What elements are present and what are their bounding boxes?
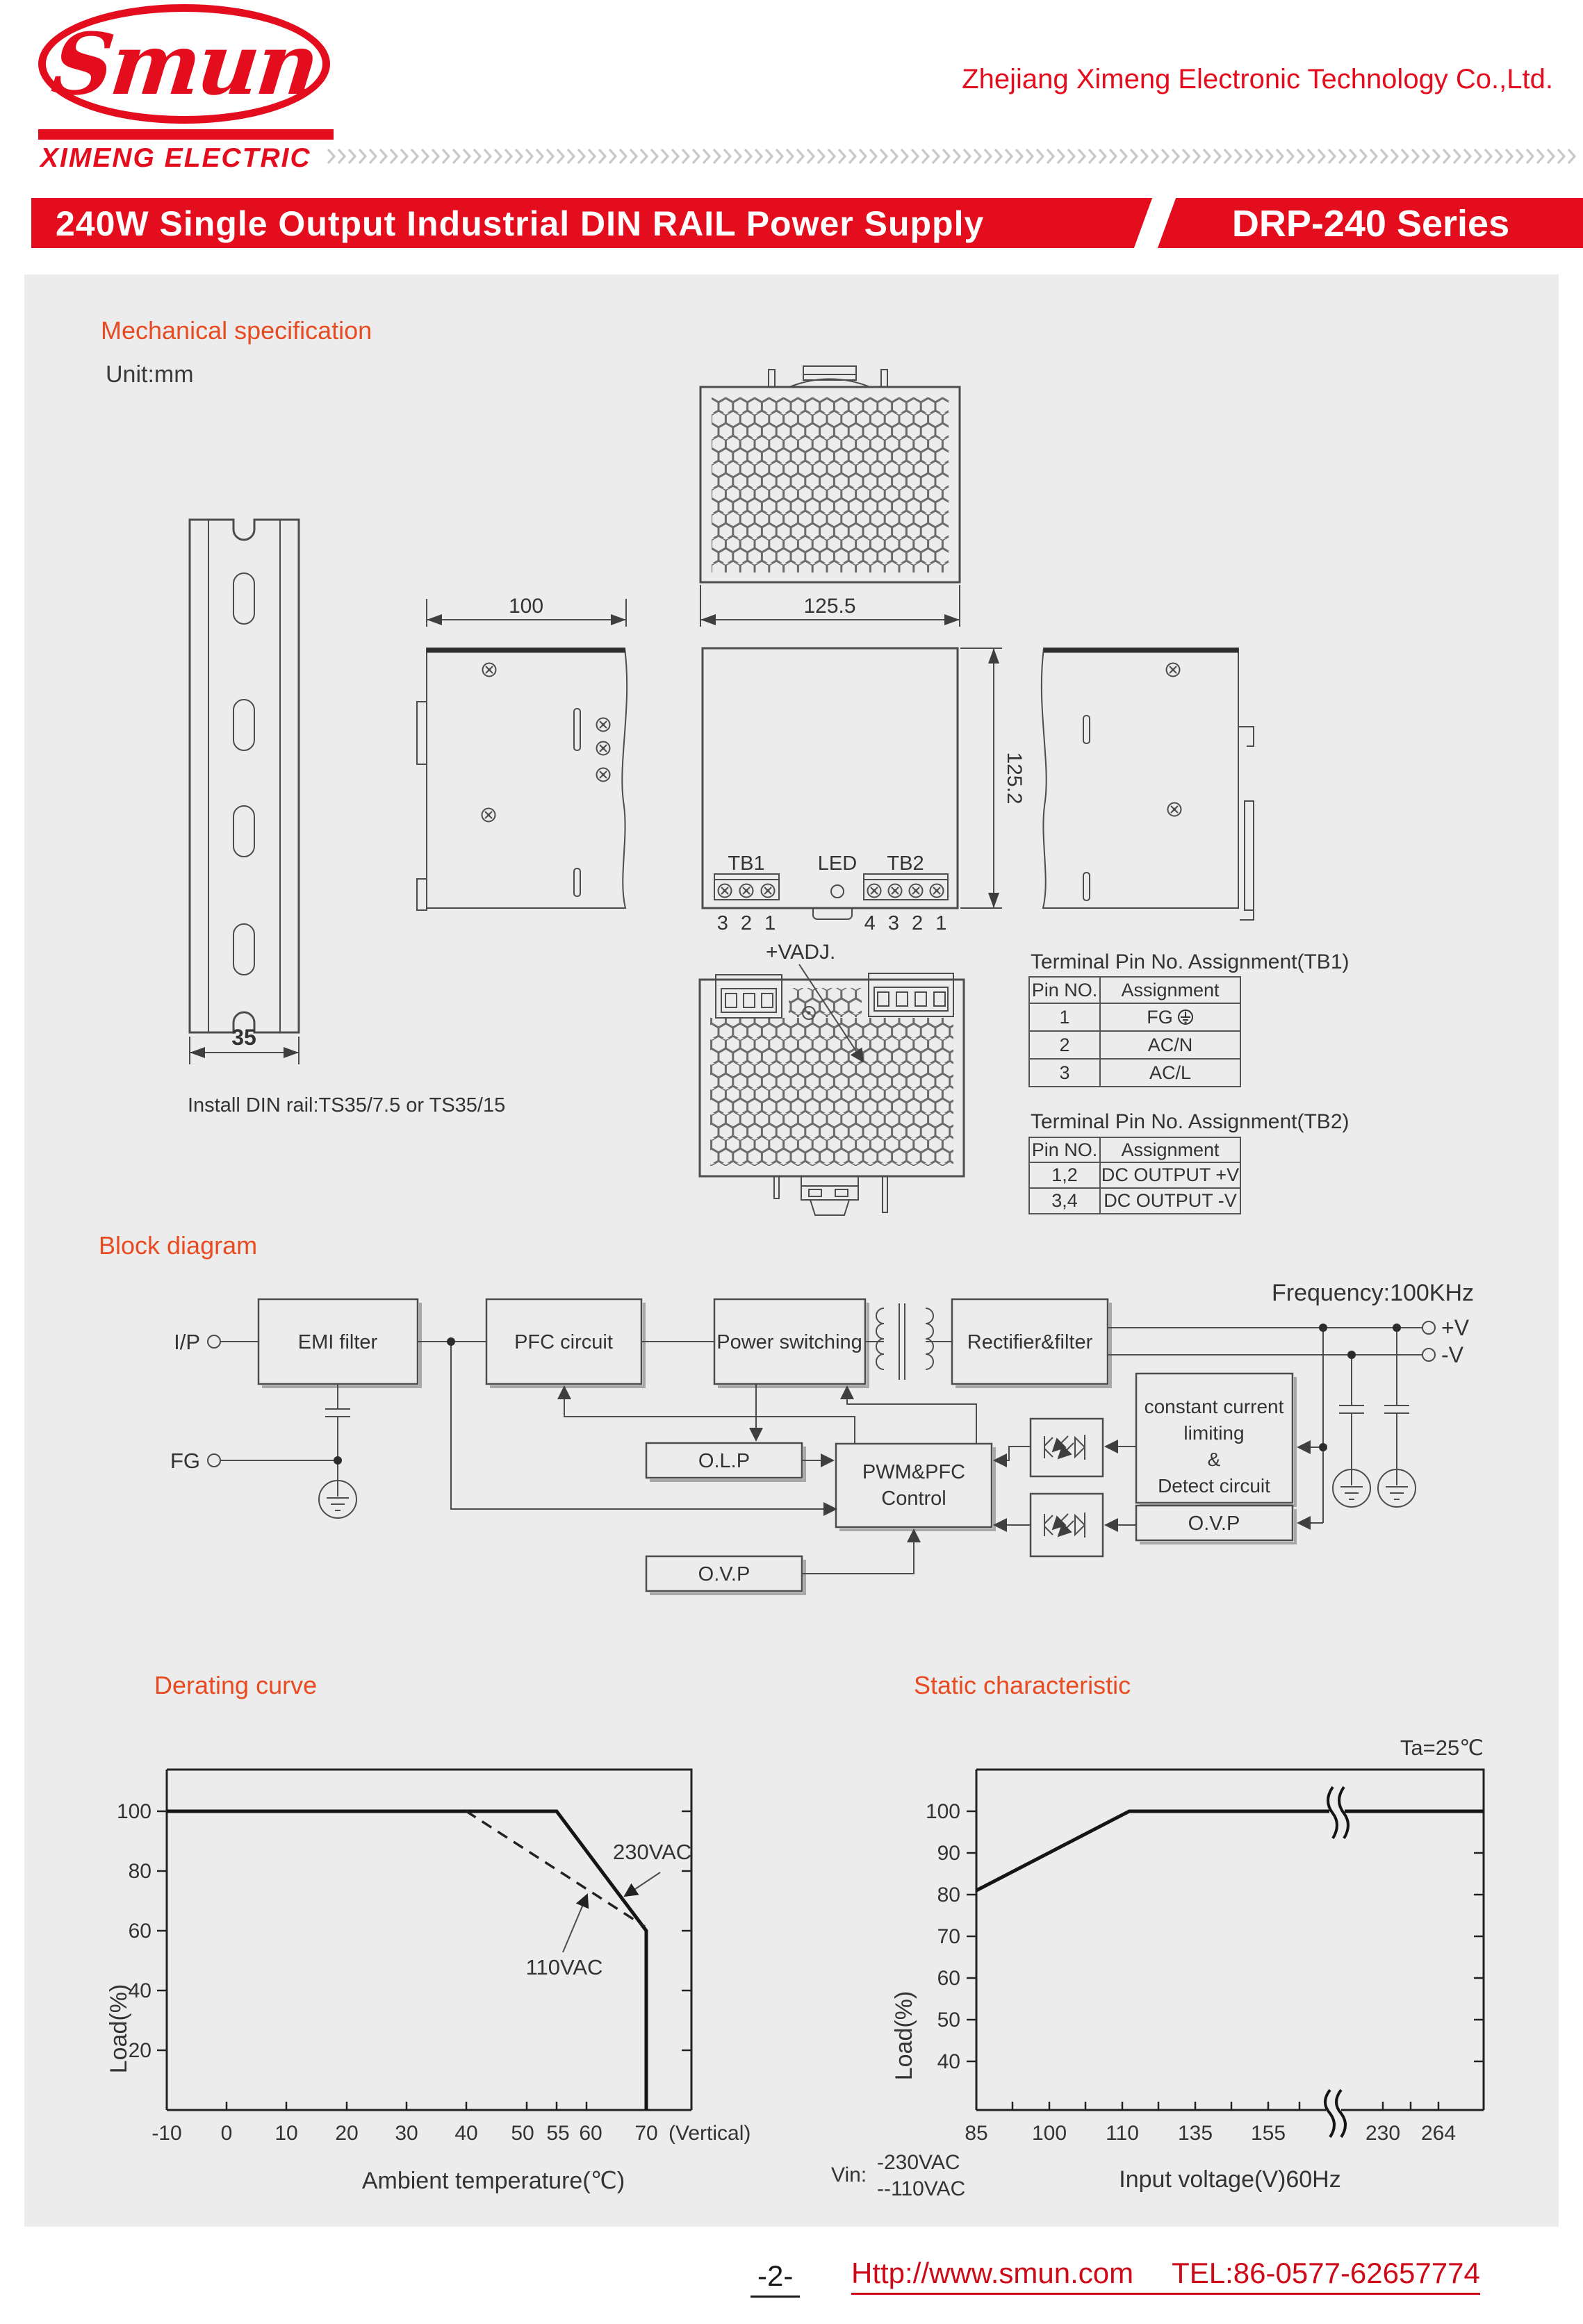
xtick: 264 [1420,2122,1457,2145]
frequency-note: Frequency:100KHz [1272,1280,1475,1306]
tb2-pin-table [1028,1137,1241,1214]
tb1-row3-assign: AC/L [1100,1059,1240,1087]
tb1-table-title: Terminal Pin No. Assignment(TB1) [1031,950,1350,973]
vadj-label: +VADJ. [766,941,836,964]
din-rail-drawing [188,520,505,1116]
ytick: 40 [937,2050,960,2073]
static-characteristic-heading: Static characteristic [914,1671,1131,1699]
tb1-row1-assign: FG [1100,1003,1240,1031]
annotation-ta25: Ta=25℃ [1400,1736,1484,1760]
led-indicator-icon [831,885,844,898]
earth-ground-icon [1177,1009,1194,1025]
ytick: 100 [925,1800,960,1823]
label-vminus-terminal: -V [1441,1342,1463,1367]
table-row [1029,1162,1240,1188]
ytick: 90 [937,1842,960,1865]
xtick: 110 [1106,2122,1139,2145]
xtick: 85 [965,2122,988,2145]
xtick: 60 [579,2122,602,2145]
label-fg-terminal: FG [170,1449,200,1473]
tb1-label: TB1 [728,852,765,875]
side-view-left-drawing [417,595,627,910]
label-ovp-right: O.V.P [1188,1513,1240,1535]
xtick: 155 [1250,2122,1286,2145]
block-diagram [139,1264,1494,1626]
telephone: TEL:86-0577-62657774 [1172,2257,1480,2289]
label-ccl-line3: & [1207,1449,1221,1470]
derating-xlabel: Ambient temperature(℃) [361,2168,625,2194]
label-pwm-line1: PWM&PFC [862,1461,966,1483]
led-label: LED [817,852,858,875]
top-view-drawing [700,366,960,627]
annotation-230vac: 230VAC [613,1840,692,1864]
xtick: 30 [395,2122,418,2145]
xtick: 50 [511,2122,534,2145]
tb2-label: TB2 [887,852,924,875]
xtick: 230 [1365,2122,1401,2145]
derating-ylabel: Load(%) [106,1984,132,2074]
section-block-diagram-heading: Block diagram [99,1231,258,1260]
brand-logo [38,4,330,124]
label-olp: O.L.P [698,1450,751,1472]
side-view-right-drawing [1042,648,1254,920]
label-input-terminal: I/P [174,1330,200,1354]
label-pwm-line2: Control [881,1487,946,1510]
ytick: 60 [128,1920,151,1943]
tb2-row2-assign: DC OUTPUT -V [1100,1188,1240,1214]
tb1-pin-numbers: 3 2 1 [716,912,776,934]
tb2-row1-pin: 1,2 [1029,1162,1100,1188]
label-ovp-bottom: O.V.P [698,1563,751,1585]
ytick: 80 [128,1860,151,1883]
logo-underline [38,129,334,140]
ytick: 60 [937,1967,960,1990]
unit-label: Unit:mm [106,361,194,388]
tb1-row2-assign: AC/N [1100,1031,1240,1059]
ytick: 100 [116,1800,151,1823]
xtick: -10 [151,2122,182,2145]
ytick: 70 [937,1925,960,1948]
chevron-divider-icon [327,147,1577,165]
table-row [1029,1059,1240,1087]
curve-load [976,1811,1484,1890]
static-xlabel: Input voltage(V)60Hz [1119,2166,1341,2193]
label-ccl-line1: constant current [1144,1396,1284,1417]
page-number: -2- [751,2259,800,2298]
dim-rail-width: 35 [231,1025,256,1050]
label-rectifier-filter: Rectifier&filter [967,1331,1093,1353]
tb1-pin-table [1028,976,1241,1087]
tb2-row1-assign: DC OUTPUT +V [1100,1162,1240,1188]
tb2-table-title: Terminal Pin No. Assignment(TB2) [1031,1110,1350,1133]
label-ccl-line2: limiting [1183,1422,1245,1444]
tb2-col-assign: Assignment [1100,1137,1240,1162]
label-vplus-terminal: +V [1441,1315,1470,1340]
ytick: 50 [937,2009,960,2032]
company-name: Zhejiang Ximeng Electronic Technology Co.,Ltd. [962,64,1553,94]
label-emi-filter: EMI filter [297,1331,378,1353]
xtick: 20 [335,2122,359,2145]
tb1-row3-pin: 3 [1029,1059,1100,1087]
xtick: 135 [1177,2122,1213,2145]
tb1-row1-pin: 1 [1029,1003,1100,1031]
install-note: Install DIN rail:TS35/7.5 or TS35/15 [188,1094,506,1116]
ytick: 80 [937,1884,960,1906]
static-characteristic-chart [883,1695,1583,2209]
label-ccl-line4: Detect circuit [1158,1475,1270,1497]
xaxis-vertical-note: (Vertical) [669,2122,751,2145]
table-row [1029,1031,1240,1059]
banner-series: DRP-240 Series [1231,203,1510,245]
derating-curve-chart [104,1730,1008,2216]
xtick: 10 [274,2122,298,2145]
tb1-col-pin: Pin NO. [1029,977,1100,1003]
ytick: 20 [128,2039,151,2062]
tb2-row2-pin: 3,4 [1029,1188,1100,1214]
section-mechanical-heading: Mechanical specification [101,316,372,345]
front-view-drawing [703,648,1026,934]
block-pwm-pfc-control [836,1444,992,1527]
tb1-col-assign: Assignment [1100,977,1240,1003]
footer-contact [851,2257,1480,2295]
table-row [1029,1188,1240,1214]
logo-subtitle: XIMENG ELECTRIC [40,143,311,173]
curve-110vac [466,1811,645,1927]
mechanical-drawings [104,313,1494,1285]
dim-front-height: 125.2 [1003,752,1026,805]
xtick: 70 [634,2122,658,2145]
tb2-col-pin: Pin NO. [1029,1137,1100,1162]
xtick: 100 [1031,2122,1067,2145]
xtick: 40 [454,2122,478,2145]
derating-curve-heading: Derating curve [154,1671,318,1699]
table-row [1029,1003,1240,1031]
banner-title: 240W Single Output Industrial DIN RAIL Power Supply [56,204,985,243]
xtick: 0 [220,2122,233,2145]
ytick: 40 [128,1979,151,2002]
dim-front-width: 125.5 [803,595,856,618]
label-pfc-circuit: PFC circuit [514,1331,613,1353]
label-power-switching: Power switching [716,1331,862,1353]
static-ylabel: Load(%) [891,1991,917,2081]
website-link[interactable]: Http://www.smun.com [851,2257,1134,2289]
block-optocoupler-2 [1031,1494,1103,1556]
tb2-pin-numbers: 4 3 2 1 [864,912,947,934]
bottom-view-drawing [700,941,964,1215]
legend-230vac: -230VAC [877,2151,960,2174]
legend-vin-label: Vin: [831,2164,867,2186]
xtick: 55 [546,2122,570,2145]
block-optocoupler-1 [1031,1419,1103,1476]
legend-110vac: --110VAC [877,2177,966,2200]
dim-side-width: 100 [508,595,544,618]
logo-wordmark: Smun [47,14,321,114]
tb1-row2-pin: 2 [1029,1031,1100,1059]
annotation-110vac: 110VAC [525,1955,603,1979]
